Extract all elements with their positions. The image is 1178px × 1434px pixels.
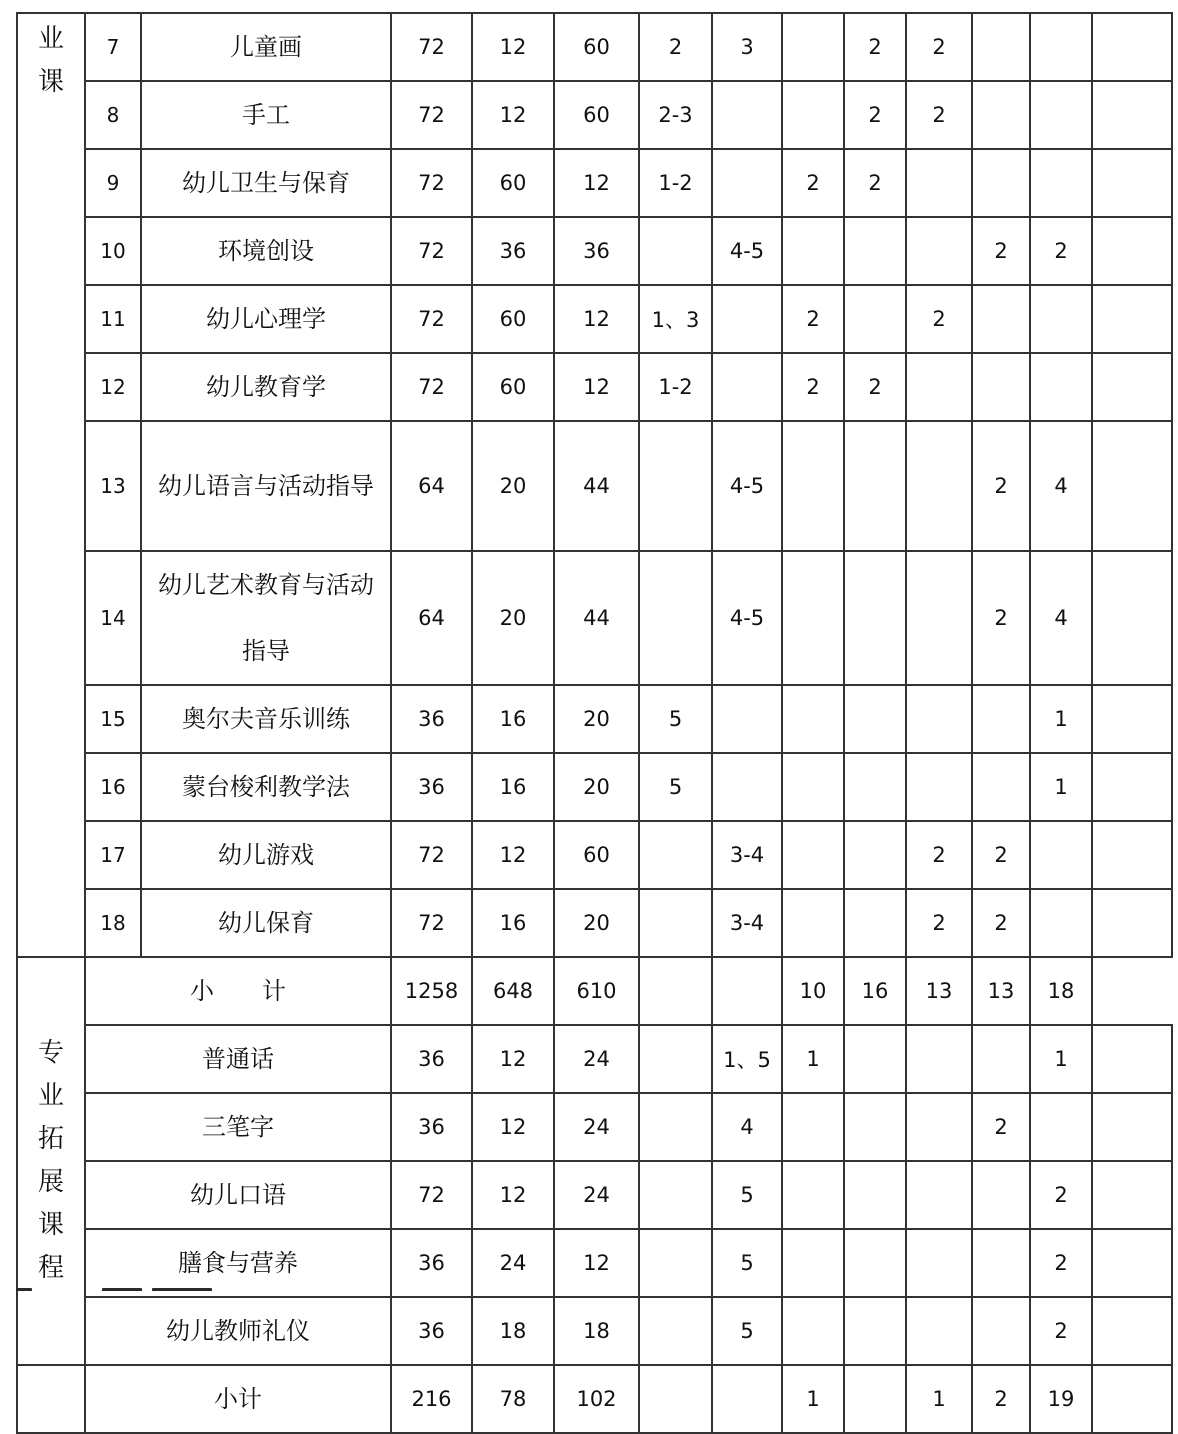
cell-s2 <box>844 285 906 353</box>
cell-s1 <box>782 1093 844 1161</box>
cell-exam <box>639 1229 712 1297</box>
cell-theory: 12 <box>472 1161 554 1229</box>
cell-s2 <box>844 821 906 889</box>
cell-s2 <box>844 685 906 753</box>
table-row <box>17 821 1172 889</box>
cell-s1: 1 <box>782 1025 844 1093</box>
cell-s5: 2 <box>1030 1161 1092 1229</box>
cell-practice: 24 <box>554 1161 639 1229</box>
cell-s3 <box>906 217 972 285</box>
table-row <box>17 1297 1172 1365</box>
cell-total: 36 <box>391 753 472 821</box>
blank-cell <box>1092 1093 1172 1161</box>
cell-s5 <box>1030 285 1092 353</box>
category-char: 拓 <box>37 1124 64 1154</box>
cell-practice: 44 <box>554 551 639 685</box>
category-char: 业 <box>37 1081 64 1111</box>
cell-s4 <box>972 81 1030 149</box>
subtotal-s1: 1 <box>782 1365 844 1433</box>
cell-s1 <box>782 1161 844 1229</box>
course-name: 三笔字 <box>85 1093 391 1161</box>
course-name: 膳食与营养 <box>85 1229 391 1297</box>
course-no: 17 <box>85 821 141 889</box>
course-name: 幼儿卫生与保育 <box>141 149 391 217</box>
cell-s1 <box>782 753 844 821</box>
subtotal-practice: 102 <box>554 1365 639 1433</box>
cell-theory: 16 <box>472 685 554 753</box>
course-no: 9 <box>85 149 141 217</box>
cell-s3: 2 <box>906 13 972 81</box>
cell-practice: 20 <box>554 685 639 753</box>
cell-theory: 12 <box>472 821 554 889</box>
cell-practice: 12 <box>554 353 639 421</box>
cell-s4 <box>972 753 1030 821</box>
cell-s1 <box>782 551 844 685</box>
cell-check <box>712 685 782 753</box>
cell-practice: 18 <box>554 1297 639 1365</box>
course-no: 8 <box>85 81 141 149</box>
cell-s3 <box>906 753 972 821</box>
cell-total: 36 <box>391 1229 472 1297</box>
course-name: 幼儿教育学 <box>141 353 391 421</box>
cell-s3: 2 <box>906 821 972 889</box>
cell-s4 <box>972 149 1030 217</box>
subtotal-theory: 648 <box>472 957 554 1025</box>
course-no: 12 <box>85 353 141 421</box>
cell-total: 64 <box>391 551 472 685</box>
cell-check <box>712 149 782 217</box>
cell-check: 4 <box>712 1093 782 1161</box>
cell-theory: 16 <box>472 753 554 821</box>
subtotal-practice: 610 <box>554 957 639 1025</box>
table-row <box>17 81 1172 149</box>
cell-s4: 2 <box>972 821 1030 889</box>
cell-practice: 12 <box>554 285 639 353</box>
cell-theory: 60 <box>472 149 554 217</box>
cell-exam <box>639 551 712 685</box>
cell-theory: 16 <box>472 889 554 957</box>
cell-check: 3 <box>712 13 782 81</box>
cell-total: 72 <box>391 821 472 889</box>
cell-s1 <box>782 889 844 957</box>
category-char: 课 <box>37 67 64 97</box>
course-name: 手工 <box>141 81 391 149</box>
cell-s3: 2 <box>906 81 972 149</box>
subtotal-s5: 18 <box>1030 957 1092 1025</box>
cell-total: 36 <box>391 685 472 753</box>
cell-exam: 5 <box>639 685 712 753</box>
cell-exam: 2-3 <box>639 81 712 149</box>
cell-s4 <box>972 1161 1030 1229</box>
category-char: 课 <box>37 1210 64 1240</box>
cell-total: 36 <box>391 1025 472 1093</box>
cell-exam <box>639 889 712 957</box>
blank-cell <box>1092 421 1172 551</box>
category-char: 业 <box>37 24 64 54</box>
subtotal-row <box>17 1365 1172 1433</box>
cell-s4 <box>972 685 1030 753</box>
blank-cell <box>1092 1161 1172 1229</box>
table-row <box>17 753 1172 821</box>
cell-practice: 60 <box>554 13 639 81</box>
blank-cell <box>1092 1297 1172 1365</box>
course-name: 普通话 <box>85 1025 391 1093</box>
cell-s1: 2 <box>782 353 844 421</box>
blank-cell <box>1092 217 1172 285</box>
cell-practice: 60 <box>554 821 639 889</box>
cell-s5: 2 <box>1030 217 1092 285</box>
cell-s2: 2 <box>844 353 906 421</box>
cell-total: 36 <box>391 1093 472 1161</box>
subtotal-total: 216 <box>391 1365 472 1433</box>
cell-s4 <box>972 1297 1030 1365</box>
cell-exam <box>639 1025 712 1093</box>
cell-s3 <box>906 1025 972 1093</box>
cell-exam: 1、3 <box>639 285 712 353</box>
cell-s1 <box>782 1297 844 1365</box>
cell-practice: 20 <box>554 889 639 957</box>
subtotal-s1: 10 <box>782 957 844 1025</box>
cell-s1 <box>782 217 844 285</box>
table-row <box>17 421 1172 551</box>
cell-s4 <box>972 13 1030 81</box>
cell-practice: 36 <box>554 217 639 285</box>
cell-theory: 18 <box>472 1297 554 1365</box>
cell-s4 <box>972 1025 1030 1093</box>
cell-total: 72 <box>391 81 472 149</box>
cell-practice: 24 <box>554 1025 639 1093</box>
cell-s1 <box>782 685 844 753</box>
cell-s3 <box>906 685 972 753</box>
cell-s4 <box>972 1229 1030 1297</box>
cell-s2 <box>844 551 906 685</box>
course-name: 幼儿教师礼仪 <box>85 1297 391 1365</box>
cell-s3 <box>906 421 972 551</box>
cell-s2 <box>844 1025 906 1093</box>
cell-total: 72 <box>391 13 472 81</box>
blank-cell <box>1092 551 1172 685</box>
cell-practice: 60 <box>554 81 639 149</box>
cell-s5: 2 <box>1030 1229 1092 1297</box>
course-name: 幼儿口语 <box>85 1161 391 1229</box>
subtotal-check <box>712 957 782 1025</box>
cell-total: 64 <box>391 421 472 551</box>
subtotal-theory: 78 <box>472 1365 554 1433</box>
cell-total: 72 <box>391 353 472 421</box>
cell-check: 5 <box>712 1297 782 1365</box>
subtotal-label: 小计 <box>85 1365 391 1433</box>
cell-theory: 20 <box>472 421 554 551</box>
table-row <box>17 285 1172 353</box>
cell-s1 <box>782 81 844 149</box>
cell-s3: 2 <box>906 285 972 353</box>
course-name: 幼儿心理学 <box>141 285 391 353</box>
subtotal-label: 小 计 <box>85 957 391 1025</box>
cell-s2 <box>844 421 906 551</box>
blank-cell <box>1092 1365 1172 1433</box>
blank-cell <box>1092 13 1172 81</box>
table-row <box>17 685 1172 753</box>
cell-practice: 20 <box>554 753 639 821</box>
cell-theory: 12 <box>472 1093 554 1161</box>
cell-exam: 2 <box>639 13 712 81</box>
table-body <box>17 13 1172 1433</box>
cell-s4: 2 <box>972 217 1030 285</box>
cell-s1: 2 <box>782 285 844 353</box>
cell-practice: 12 <box>554 149 639 217</box>
cell-s4: 2 <box>972 1093 1030 1161</box>
subtotal-total: 1258 <box>391 957 472 1025</box>
cell-s2 <box>844 217 906 285</box>
cell-total: 72 <box>391 285 472 353</box>
cell-s3 <box>906 1093 972 1161</box>
cell-s5 <box>1030 353 1092 421</box>
cell-exam <box>639 217 712 285</box>
category-label-extension <box>17 957 85 1365</box>
cell-s5: 1 <box>1030 753 1092 821</box>
cell-check: 4-5 <box>712 551 782 685</box>
table-row <box>17 149 1172 217</box>
subtotal-check <box>712 1365 782 1433</box>
cell-s3 <box>906 1297 972 1365</box>
cell-s4: 2 <box>972 889 1030 957</box>
subtotal-s5: 19 <box>1030 1365 1092 1433</box>
table-row <box>17 353 1172 421</box>
table-row <box>17 889 1172 957</box>
cell-s4 <box>972 285 1030 353</box>
cell-s4: 2 <box>972 551 1030 685</box>
cell-s2: 2 <box>844 149 906 217</box>
cell-theory: 12 <box>472 13 554 81</box>
cell-practice: 44 <box>554 421 639 551</box>
cell-s2 <box>844 753 906 821</box>
blank-cell <box>1092 753 1172 821</box>
blank-cell <box>1092 149 1172 217</box>
cell-total: 72 <box>391 217 472 285</box>
course-no: 10 <box>85 217 141 285</box>
course-name: 环境创设 <box>141 217 391 285</box>
cell-theory: 36 <box>472 217 554 285</box>
course-no: 18 <box>85 889 141 957</box>
category-char: 程 <box>37 1253 64 1283</box>
cell-check <box>712 753 782 821</box>
course-schedule-table <box>16 12 1173 1434</box>
cell-s5: 1 <box>1030 1025 1092 1093</box>
cell-s5 <box>1030 13 1092 81</box>
cell-practice: 24 <box>554 1093 639 1161</box>
cut-off-footer-text <box>16 1282 246 1291</box>
cell-exam <box>639 1093 712 1161</box>
blank-cell <box>1092 353 1172 421</box>
cell-s3 <box>906 551 972 685</box>
cell-check: 5 <box>712 1161 782 1229</box>
course-name: 幼儿艺术教育与活动指导 <box>141 551 391 685</box>
cell-s5 <box>1030 1093 1092 1161</box>
blank-cell <box>1092 81 1172 149</box>
course-name: 幼儿保育 <box>141 889 391 957</box>
cell-s5: 2 <box>1030 1297 1092 1365</box>
cell-s4 <box>972 353 1030 421</box>
cell-check <box>712 353 782 421</box>
subtotal-s4: 2 <box>972 1365 1030 1433</box>
cell-s2 <box>844 1229 906 1297</box>
cell-s2: 2 <box>844 81 906 149</box>
cell-s2 <box>844 1297 906 1365</box>
cell-total: 72 <box>391 1161 472 1229</box>
category-label-empty <box>17 1365 85 1433</box>
cell-theory: 12 <box>472 1025 554 1093</box>
cell-exam <box>639 821 712 889</box>
blank-cell <box>1092 1025 1172 1093</box>
cell-exam: 1-2 <box>639 353 712 421</box>
subtotal-exam <box>639 1365 712 1433</box>
cell-s5: 4 <box>1030 421 1092 551</box>
table-row <box>17 217 1172 285</box>
course-name: 奥尔夫音乐训练 <box>141 685 391 753</box>
cell-s2 <box>844 1093 906 1161</box>
cell-check: 5 <box>712 1229 782 1297</box>
subtotal-s3: 13 <box>906 957 972 1025</box>
cell-theory: 12 <box>472 81 554 149</box>
cell-s1 <box>782 1229 844 1297</box>
blank-cell <box>1092 1229 1172 1297</box>
course-name: 蒙台梭利教学法 <box>141 753 391 821</box>
cell-theory: 60 <box>472 353 554 421</box>
course-no: 16 <box>85 753 141 821</box>
cell-s5 <box>1030 889 1092 957</box>
cell-s3 <box>906 353 972 421</box>
table-row <box>17 13 1172 81</box>
table-row <box>17 1025 1172 1093</box>
cell-s1: 2 <box>782 149 844 217</box>
cell-s1 <box>782 821 844 889</box>
blank-cell <box>1092 889 1172 957</box>
cell-s3 <box>906 1229 972 1297</box>
cell-total: 36 <box>391 1297 472 1365</box>
cell-s5: 4 <box>1030 551 1092 685</box>
course-no: 11 <box>85 285 141 353</box>
cell-s2: 2 <box>844 13 906 81</box>
cell-check: 3-4 <box>712 889 782 957</box>
cell-s1 <box>782 13 844 81</box>
cell-s5 <box>1030 821 1092 889</box>
cell-check <box>712 285 782 353</box>
cell-check <box>712 81 782 149</box>
cell-exam <box>639 1297 712 1365</box>
cell-s5: 1 <box>1030 685 1092 753</box>
blank-cell <box>1092 957 1172 1025</box>
course-name: 儿童画 <box>141 13 391 81</box>
category-char: 专 <box>37 1038 64 1068</box>
category-label-top <box>17 13 85 957</box>
cell-theory: 60 <box>472 285 554 353</box>
cell-s3 <box>906 1161 972 1229</box>
subtotal-s2 <box>844 1365 906 1433</box>
cell-s2 <box>844 1161 906 1229</box>
category-char: 展 <box>37 1167 64 1197</box>
subtotal-exam <box>639 957 712 1025</box>
cell-check: 1、5 <box>712 1025 782 1093</box>
cell-exam: 5 <box>639 753 712 821</box>
subtotal-s4: 13 <box>972 957 1030 1025</box>
cell-theory: 20 <box>472 551 554 685</box>
course-no: 15 <box>85 685 141 753</box>
cell-s3: 2 <box>906 889 972 957</box>
cell-s4: 2 <box>972 421 1030 551</box>
cell-total: 72 <box>391 889 472 957</box>
cell-s5 <box>1030 81 1092 149</box>
course-no: 7 <box>85 13 141 81</box>
course-no: 13 <box>85 421 141 551</box>
course-no: 14 <box>85 551 141 685</box>
cell-exam <box>639 421 712 551</box>
blank-cell <box>1092 821 1172 889</box>
cell-s3 <box>906 149 972 217</box>
subtotal-row <box>17 957 1172 1025</box>
cell-practice: 12 <box>554 1229 639 1297</box>
cell-check: 3-4 <box>712 821 782 889</box>
cell-s5 <box>1030 149 1092 217</box>
cell-check: 4-5 <box>712 217 782 285</box>
cell-theory: 24 <box>472 1229 554 1297</box>
table-row <box>17 1161 1172 1229</box>
table-row <box>17 551 1172 685</box>
cell-s2 <box>844 889 906 957</box>
course-name: 幼儿游戏 <box>141 821 391 889</box>
subtotal-s3: 1 <box>906 1365 972 1433</box>
cell-total: 72 <box>391 149 472 217</box>
cell-exam <box>639 1161 712 1229</box>
blank-cell <box>1092 685 1172 753</box>
blank-cell <box>1092 285 1172 353</box>
table-row <box>17 1093 1172 1161</box>
subtotal-s2: 16 <box>844 957 906 1025</box>
course-name: 幼儿语言与活动指导 <box>141 421 391 551</box>
cell-exam: 1-2 <box>639 149 712 217</box>
cell-s1 <box>782 421 844 551</box>
cell-check: 4-5 <box>712 421 782 551</box>
